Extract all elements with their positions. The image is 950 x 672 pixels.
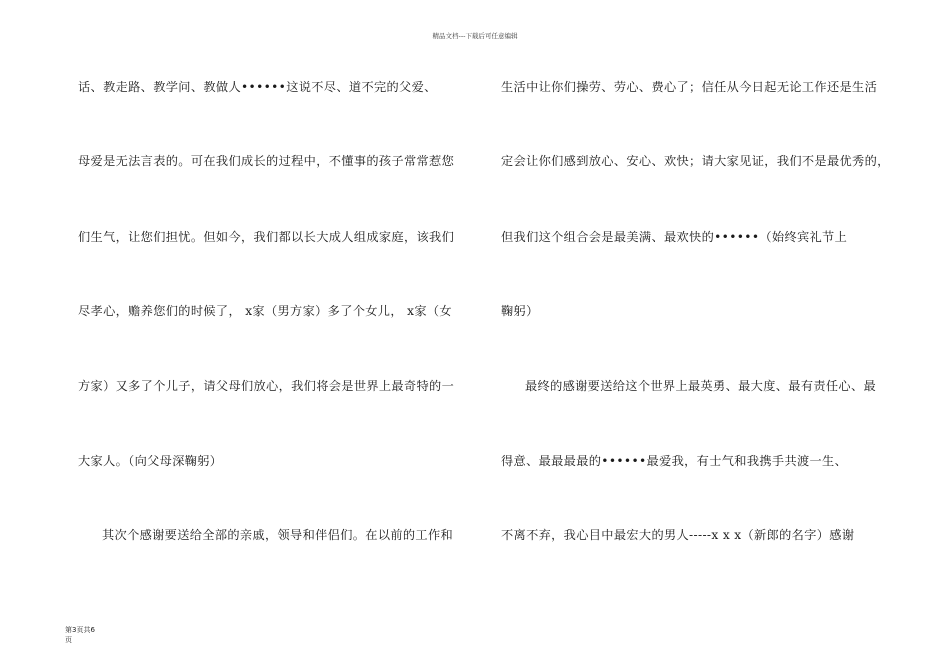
paragraph-line: 尽孝心，赡养您们的时候了， x家（男方家）多了个女儿， x家（女 [78,304,452,318]
paragraph-line: 其次个感谢要送给全部的亲戚，领导和伴侣们。在以前的工作和 [102,528,454,542]
paragraph-line: 大家人。（向父母深鞠躬） [78,454,223,468]
paragraph-line: 话、教走路、教学问、教做人••••••这说不尽、道不完的父爱、 [78,80,437,94]
paragraph-line: 得意、最最最最的••••••最爱我，有士气和我携手共渡一生、 [501,454,848,468]
page-number [65,625,95,645]
paragraph-line: 不离不弃，我心目中最宏大的男人-----x x x（新郎的名字）感谢 [501,528,855,542]
paragraph-line: 定会让你们感到放心、安心、欢快；请大家见证，我们不是最优秀的， [501,154,890,168]
paragraph-line: 母爱是无法言表的。可在我们成长的过程中，不懂事的孩子常常惹您 [78,154,455,168]
paragraph-line: 鞠躬） [501,304,539,318]
paragraph-line: 最终的感谢要送给这个世界上最英勇、最大度、最有责任心、最 [525,379,877,393]
page-number-line: 第3页共6 [65,626,95,634]
paragraph-line: 生活中让你们操劳、劳心、费心了；信任从今日起无论工作还是生活 [501,80,878,94]
paragraph-line: 方家）又多了个儿子，请父母们放心，我们将会是世界上最奇特的一 [78,379,455,393]
page-header: 精品文档---下载后可任意编辑 [432,32,518,40]
paragraph-line: 们生气，让您们担忧。但如今，我们都以长大成人组成家庭，该我们 [78,230,455,244]
page-number-line: 页 [65,636,72,644]
paragraph-line: 但我们这个组合会是最美满、最欢快的••••••（始终宾礼节上 [501,230,848,244]
